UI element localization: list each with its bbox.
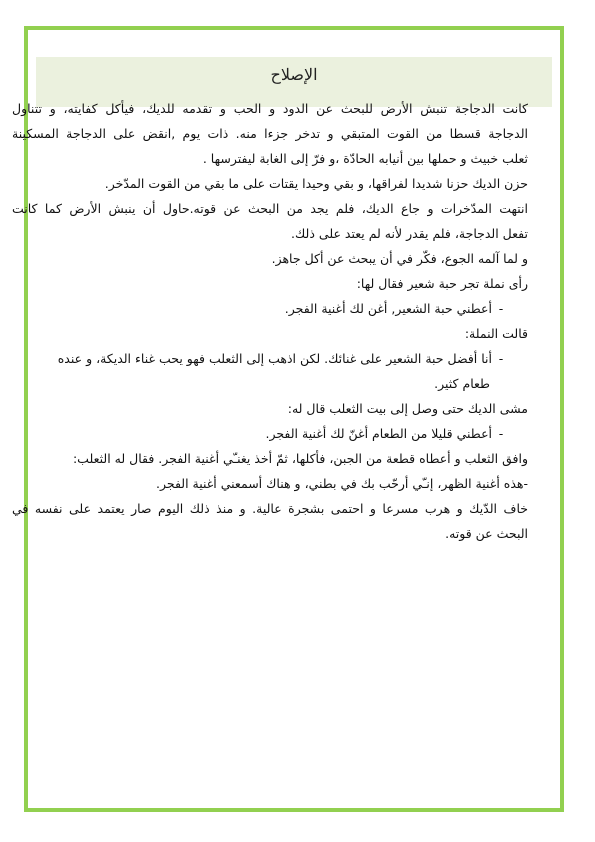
text-line: انتهت المدّخرات و جاع الديك، فلم يجد من البحث عن قوته.حاول أن ينبش الأرض كما كانت [12,201,528,216]
text-line: حزن الديك حزنا شديدا لفراقها، و بقي وحيدا يقتات على ما بقي من القوت المدّخر. [104,176,528,191]
dialogue-line [12,296,528,321]
page-title: الإصلاح [270,65,318,84]
dialogue-text: أعطني قليلا من الطعام أغنّ لك أغنية الفجر. [265,426,492,441]
dialogue-continuation: طعام كثير. [434,376,490,391]
text-line: -هذه أغنية الظهر، إنـّي أرحّب بك في بطني، و هناك أسمعني أغنية الفجر. [156,476,528,491]
text-line: مشى الديك حتى وصل إلى بيت الثعلب قال له: [287,401,528,416]
text-line: كانت الدجاجة تنبش الأرض للبحث عن الدود و الحب و تقدمه للديك، فيأكل كفايته، و تتناول [12,101,528,116]
dash-marker: - [498,426,504,441]
text-line: خاف الدّيك و هرب مسرعا و احتمى بشجرة عالية. و منذ ذلك اليوم صار يعتمد على نفسه في [12,501,528,516]
text-line: و لما آلمه الجوع، فكّر في أن يبحث عن أكل جاهز. [271,251,528,266]
story-text [12,96,528,546]
dialogue-line [12,421,528,446]
dialogue-text: أعطني حبة الشعير, أغن لك أغنية الفجر. [284,301,492,316]
text-line: البحث عن قوته. [445,526,528,541]
text-line: تفعل الدجاجة، فلم يقدر لأنه لم يعتد على ذلك. [291,226,528,241]
dash-marker: - [498,351,504,366]
dialogue-text: أنا أفضل حبة الشعير على غنائك. لكن اذهب إلى الثعلب فهو يحب غناء الديكة، و عنده [57,351,492,366]
dialogue-line [12,346,528,371]
dash-marker: - [498,301,504,316]
text-line: رأى نملة تجر حبة شعير فقال لها: [356,276,528,291]
text-line: ثعلب خبيث و حملها بين أنيابه الحادّة ،و فرّ إلى الغابة ليفترسها . [202,151,528,166]
text-line: وافق الثعلب و أعطاه قطعة من الجبن، فأكلها، ثمّ أخذ يغنـّي أغنية الفجر. فقال له الثعلب: [72,451,528,466]
text-line: الدجاجة قسطا من القوت المتبقي و تدخر جزءا منه. ذات يوم ,انقض على الدجاجة المسكينة [12,126,528,141]
text-line: قالت النملة: [464,326,528,341]
